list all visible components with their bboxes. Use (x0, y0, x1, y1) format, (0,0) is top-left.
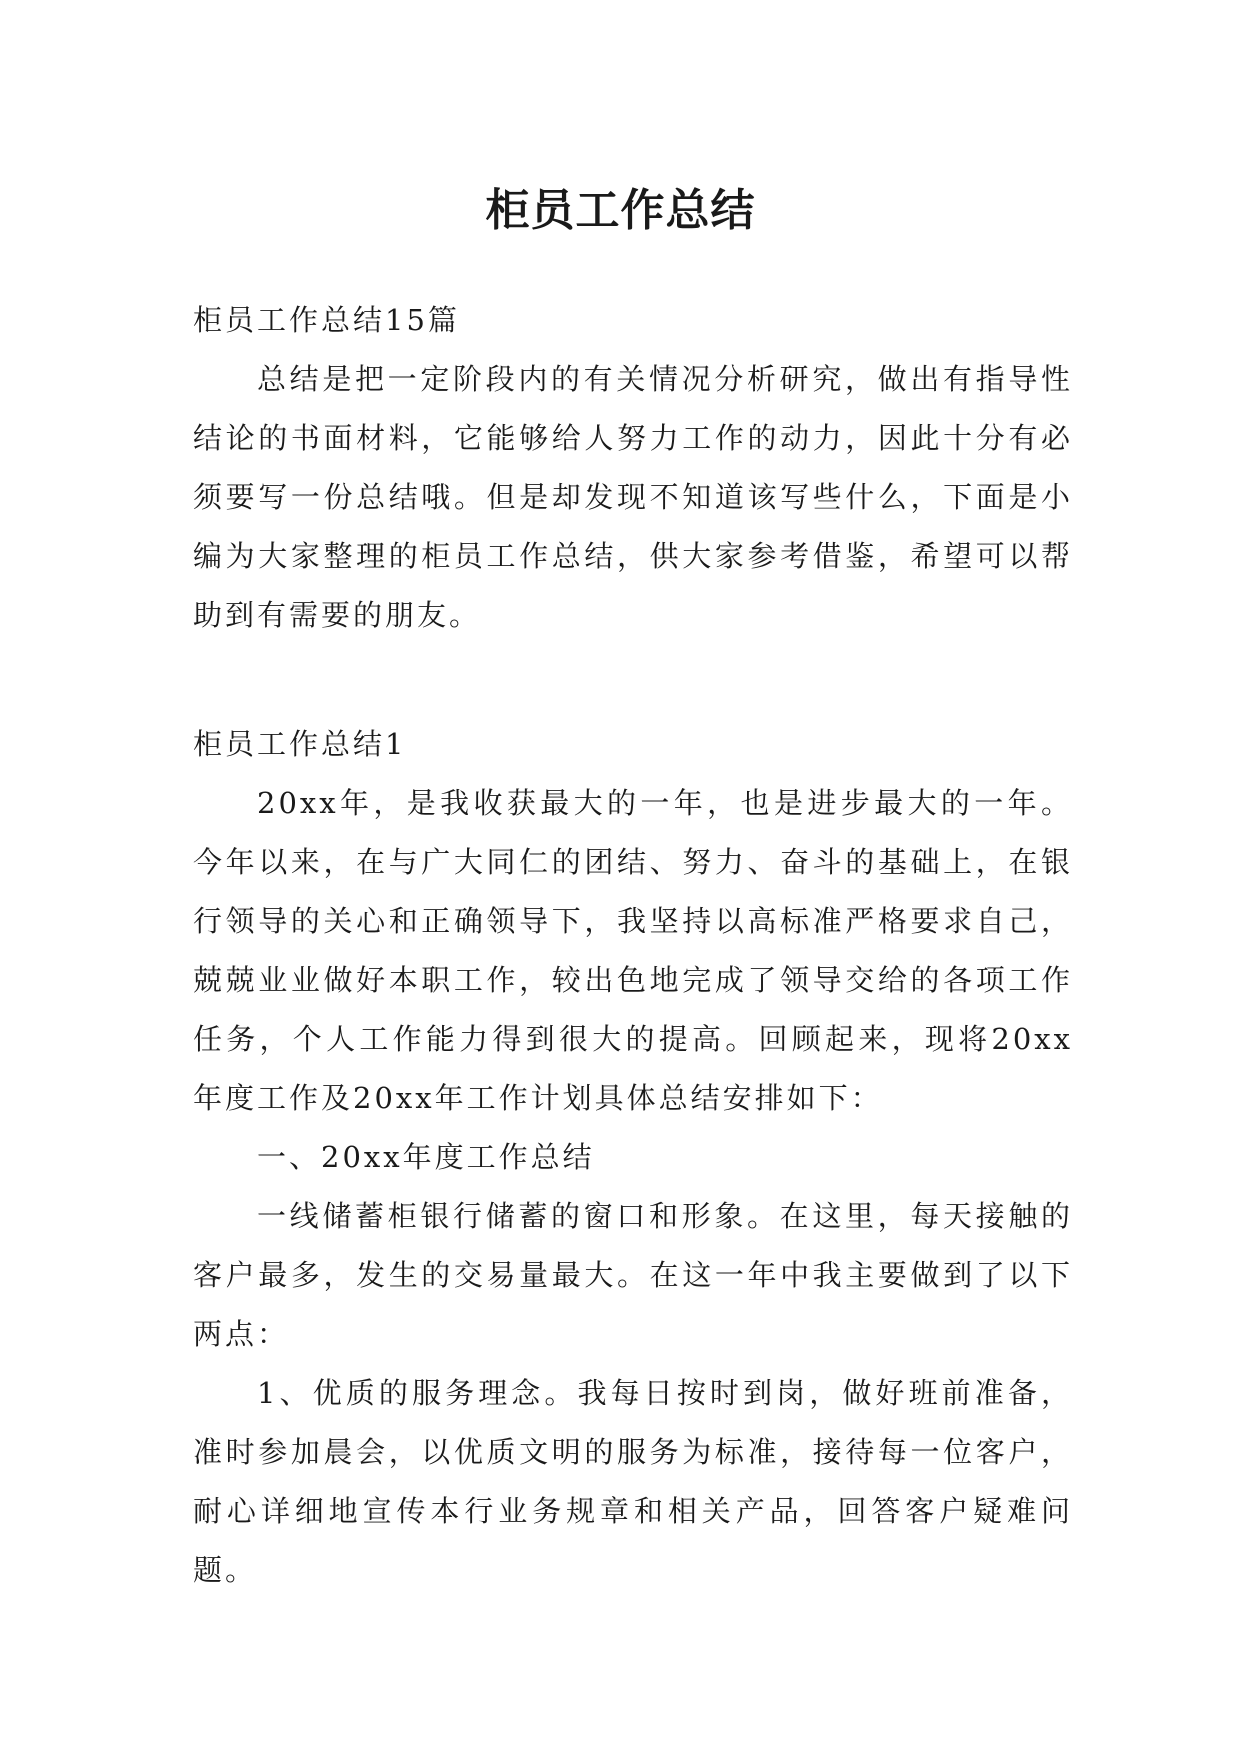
section-heading: 柜员工作总结1 (193, 727, 407, 761)
subsection-heading: 一、20xx年度工作总结 (257, 1140, 595, 1174)
document-body (193, 291, 1073, 1600)
body-paragraph: 一线储蓄柜银行储蓄的窗口和形象。在这里，每天接触的客户最多，发生的交易量最大。在这一年中我主要做到了以下两点： (193, 1199, 1073, 1351)
document-title: 柜员工作总结 (485, 185, 756, 237)
body-paragraph: 20xx年，是我收获最大的一年，也是进步最大的一年。今年以来，在与广大同仁的团结、努力、奋斗的基础上，在银行领导的关心和正确领导下，我坚持以高标准严格要求自己，兢兢业业做好本职工作，较出色地完成了领导交给的各项工作任务，个人工作能力得到很大的提高。回顾起来，现将20xx年度工作及20xx年工作计划具体总结安排如下： (193, 786, 1073, 1115)
intro-paragraph: 总结是把一定阶段内的有关情况分析研究，做出有指导性结论的书面材料，它能够给人努力工作的动力，因此十分有必须要写一份总结哦。但是却发现不知道该写些什么，下面是小编为大家整理的柜员工作总结，供大家参考借鉴，希望可以帮助到有需要的朋友。 (193, 362, 1073, 632)
collection-heading: 柜员工作总结15篇 (193, 303, 460, 337)
body-paragraph: 1、优质的服务理念。我每日按时到岗，做好班前准备，准时参加晨会，以优质文明的服务为标准，接待每一位客户，耐心详细地宣传本行业务规章和相关产品，回答客户疑难问题。 (193, 1376, 1073, 1587)
